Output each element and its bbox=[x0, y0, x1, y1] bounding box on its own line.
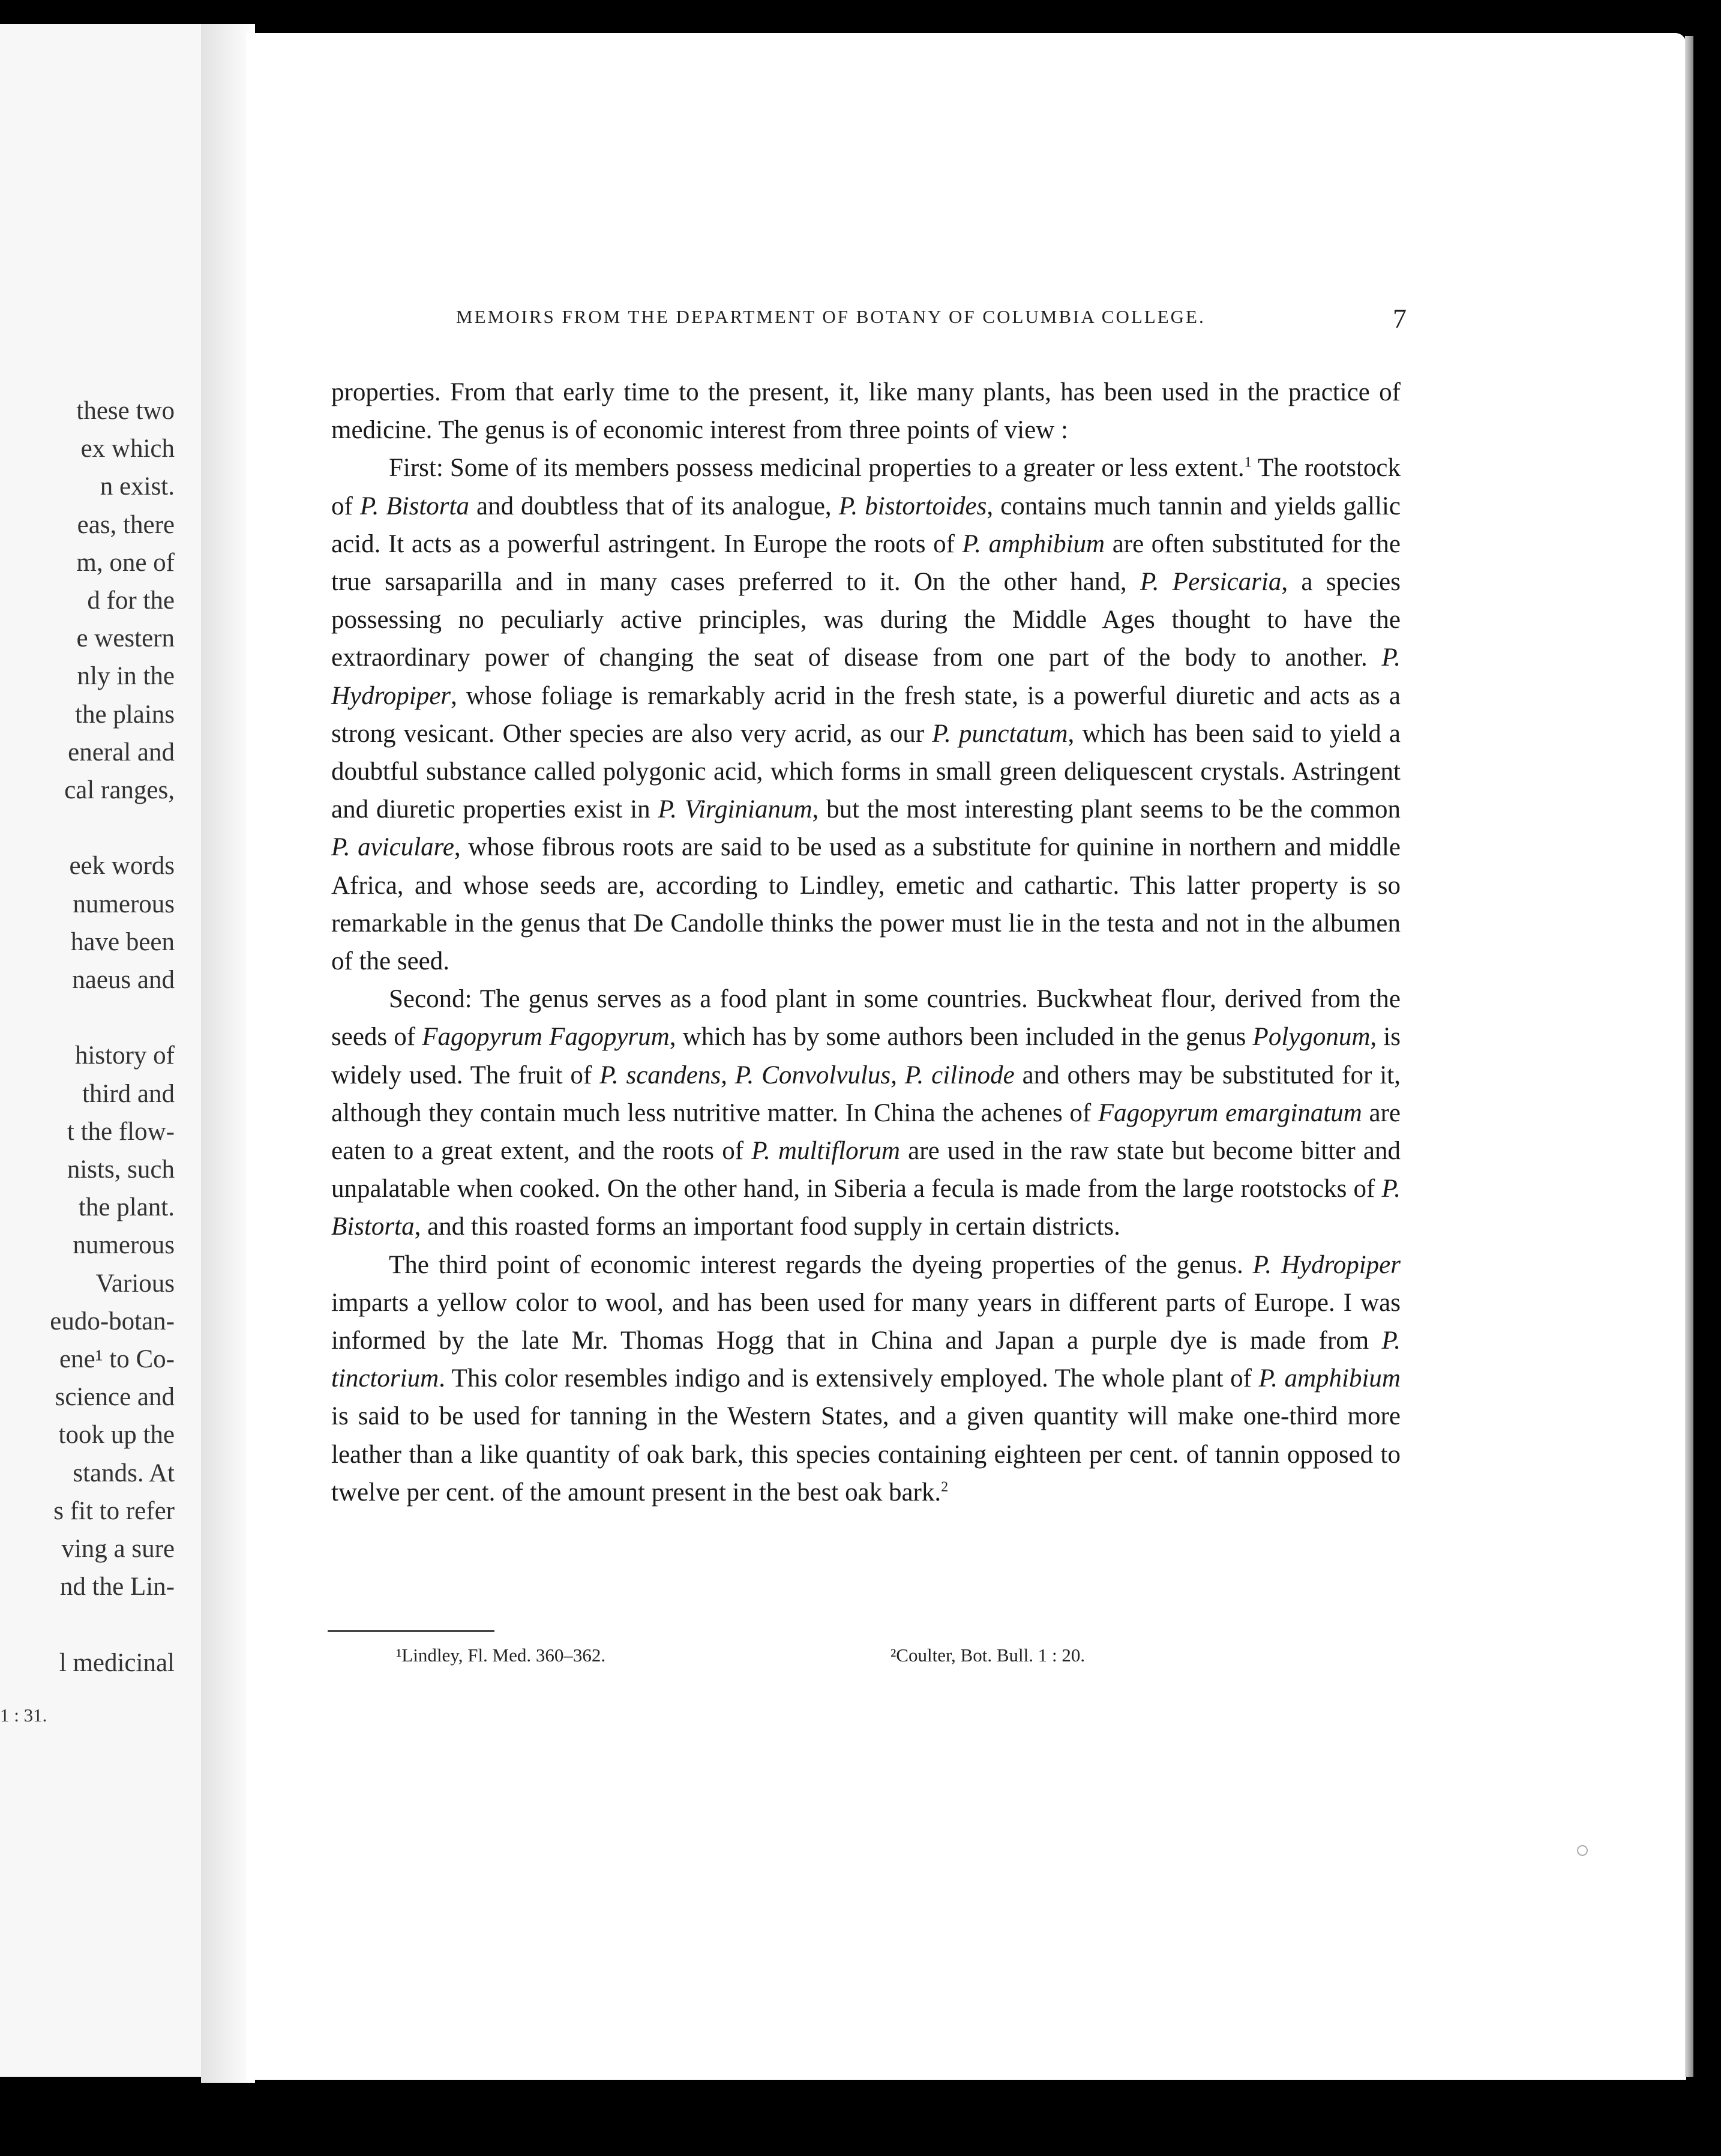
facing-page-line: Various bbox=[95, 1269, 175, 1298]
facing-page-line: ex which bbox=[80, 435, 175, 463]
facing-page-line: third and bbox=[82, 1079, 175, 1108]
facing-page-line: stands. At bbox=[73, 1459, 175, 1487]
species-name: P. amphibium bbox=[962, 529, 1105, 558]
species-name: P. Bistorta bbox=[359, 492, 469, 520]
footnote-ref: 2 bbox=[941, 1479, 949, 1495]
paragraph: First: Some of its members possess medicinal properties to a greater or less extent.$^1$ The rootstock of P. Bistorta and doubtless that of its analogue, P. bistortoides, contains much tannin and yields gallic acid. It acts as a powerful astringent. In Europe the roots of P. amphibium are often substituted for the true sarsaparilla and in many cases preferred to it. On the other hand, P. Persicaria, a species possessing no peculiarly active principles, was during the Middle Ages thought to have the extraordinary power of changing the seat of disease from one part of the body to another. P. Hydropiper, whose foliage is remarkably acrid in the fresh state, is a powerful diuretic and acts as a strong vesicant. Other species are also very acrid, as our P. punctatum, which has been said to yield a doubtful substance called polygonic acid, which forms in small green deliquescent crystals. Astringent and diuretic properties exist in P. Virginianum, but the most interesting plant seems to be the common P. aviculare, whose fibrous roots are said to be used as a substitute for quinine in northern and middle Africa, and whose seeds are, according to Lindley, emetic and cathartic. This latter property is so remarkable in the genus that De Candolle thinks the power must lie in the testa and not in the albumen of the seed. bbox=[331, 454, 1401, 976]
footnote-ref: 1 bbox=[1244, 455, 1252, 471]
facing-page-line: eneral and bbox=[68, 738, 175, 766]
species-name: P. aviculare bbox=[331, 833, 454, 862]
facing-page-line: numerous bbox=[73, 1231, 175, 1260]
facing-page-line: eudo-botan- bbox=[50, 1307, 175, 1335]
running-title: MEMOIRS FROM THE DEPARTMENT OF BOTANY OF COLUMBIA COLLEGE. bbox=[456, 306, 1206, 327]
running-header bbox=[456, 303, 1407, 334]
facing-page bbox=[0, 24, 201, 2077]
facing-page-line: science and bbox=[55, 1383, 175, 1412]
species-name: P. Persicaria bbox=[1140, 568, 1282, 597]
species-name: P. multiflorum bbox=[751, 1137, 900, 1166]
facing-page-line: history of bbox=[74, 1041, 175, 1070]
species-name: P. bistortoides bbox=[838, 492, 987, 520]
facing-page-line: d for the bbox=[87, 586, 175, 615]
body-text bbox=[331, 373, 1401, 1511]
facing-page-line: n exist. bbox=[100, 472, 175, 501]
facing-page-line: ene¹ to Co- bbox=[59, 1345, 175, 1373]
facing-page-line: these two bbox=[76, 397, 175, 425]
facing-page-line: have been bbox=[70, 927, 175, 956]
species-name: Polygonum bbox=[1252, 1023, 1371, 1052]
paper-speck bbox=[1577, 1845, 1588, 1856]
facing-page-line: t the flow- bbox=[67, 1117, 175, 1146]
species-name: P. Bistorta bbox=[331, 1175, 1401, 1241]
paragraph: Second: The genus serves as a food plant in some countries. Buckwheat flour, derived from the seeds of Fagopyrum Fagopyrum, which has by some authors been included in the genus Polygonum, is widely used. The fruit of P. scandens, P. Convolvulus, P. cilinode and others may be substituted for it, although they contain much less nutritive matter. In China the achenes of Fagopyrum emarginatum are eaten to a great extent, and the roots of P. multiflorum are used in the raw state but become bitter and unpalatable when cooked. On the other hand, in Siberia a fecula is made from the large rootstocks of P. Bistorta, and this roasted forms an important food supply in certain districts. bbox=[331, 985, 1401, 1241]
page-edge bbox=[1685, 36, 1693, 2077]
footnote-rule bbox=[328, 1630, 494, 1632]
species-name: P. amphibium bbox=[1258, 1364, 1401, 1393]
species-name: P. Virginianum bbox=[658, 795, 812, 824]
facing-page-line: nly in the bbox=[77, 662, 175, 691]
species-name: Fagopyrum Fagopyrum bbox=[422, 1023, 670, 1052]
facing-page-line: eas, there bbox=[77, 510, 175, 539]
facing-page-footnote: 1 : 31. bbox=[0, 1705, 47, 1726]
facing-page-line: l medicinal bbox=[59, 1648, 175, 1677]
species-name: P. punctatum bbox=[932, 719, 1068, 748]
footnote-1: ¹Lindley, Fl. Med. 360–362. bbox=[396, 1645, 606, 1666]
facing-page-line: cal ranges, bbox=[64, 776, 175, 804]
facing-page-line: nd the Lin- bbox=[59, 1573, 175, 1601]
paragraph: The third point of economic interest regards the dyeing properties of the genus. P. Hydropiper imparts a yellow color to wool, and has been used for many years in different parts of Europe. I was informed by the late Mr. Thomas Hogg that in China and Japan a purple dye is made from P. tinctorium. This color resembles indigo and is extensively employed. The whole plant of P. amphibium is said to be used for tanning in the Western States, and a given quantity will make one-third more leather than a like quantity of oak bark, this species containing eighteen per cent. of tannin opposed to twelve per cent. of the amount present in the best oak bark.$^2$ bbox=[331, 1250, 1401, 1507]
facing-page-line: m, one of bbox=[76, 548, 175, 577]
species-name: P. Hydropiper bbox=[1252, 1250, 1401, 1279]
species-name: P. tinctorium bbox=[331, 1326, 1401, 1393]
facing-page-line: numerous bbox=[73, 890, 175, 918]
species-name: Fagopyrum emarginatum bbox=[1098, 1098, 1362, 1127]
facing-page-line: naeus and bbox=[72, 966, 175, 994]
paragraph: properties. From that early time to the present, it, like many plants, has been used in the practice of medicine. The genus is of economic interest from three points of view : bbox=[331, 378, 1401, 445]
facing-page-line: nists, such bbox=[67, 1155, 175, 1184]
facing-page-line: e western bbox=[76, 624, 175, 653]
facing-page-line: took up the bbox=[58, 1421, 175, 1450]
facing-page-line: the plains bbox=[75, 700, 175, 729]
page-number: 7 bbox=[1393, 303, 1407, 334]
facing-page-line: eek words bbox=[69, 852, 175, 881]
facing-page-line: s fit to refer bbox=[53, 1496, 175, 1525]
facing-page-line: the plant. bbox=[78, 1193, 175, 1222]
facing-page-line: ving a sure bbox=[61, 1535, 175, 1563]
species-name: P. Hydropiper bbox=[331, 643, 1401, 710]
footnote-2: ²Coulter, Bot. Bull. 1 : 20. bbox=[891, 1645, 1086, 1666]
species-name: P. scandens, P. Convolvulus, P. cilinode bbox=[599, 1061, 1015, 1089]
